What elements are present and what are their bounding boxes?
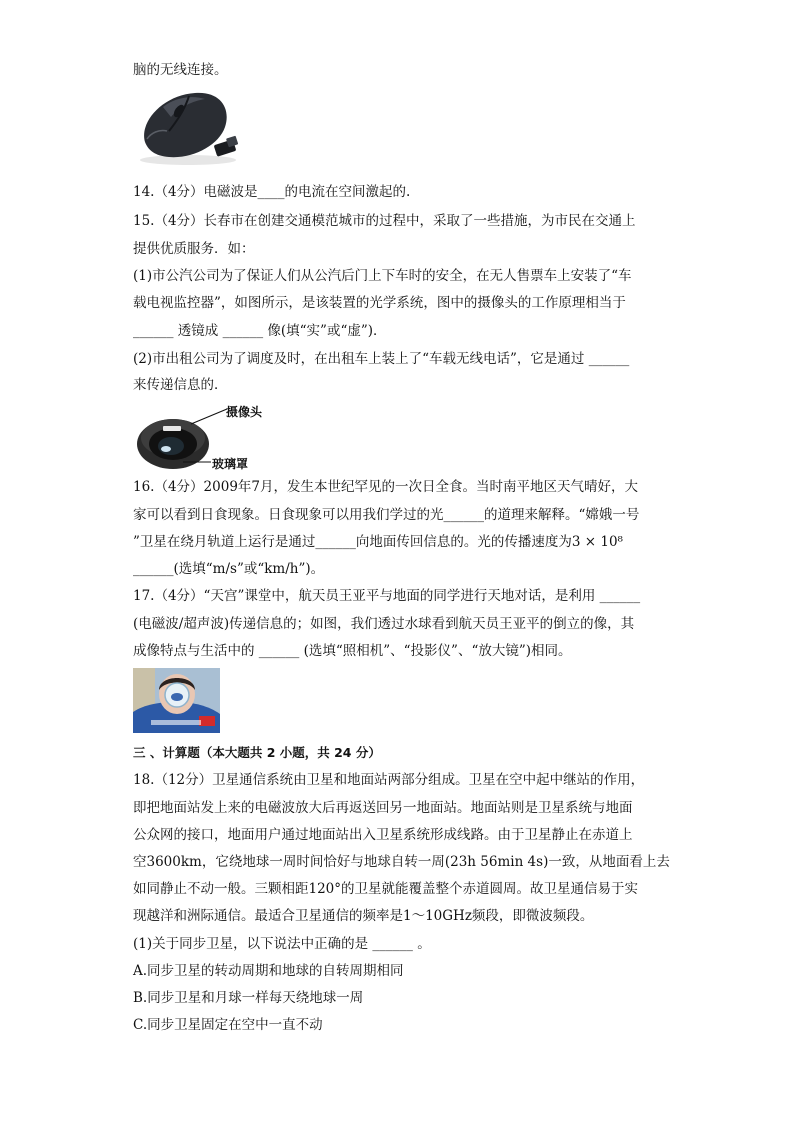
option-a: A.同步卫星的转动周期和地球的自转周期相同 [133, 963, 404, 979]
text-line: 提供优质服务．如： [133, 241, 255, 257]
option-c: C.同步卫星固定在空中一直不动 [133, 1017, 323, 1033]
question-14: 14.（4分）电磁波是____的电流在空间激起的. [133, 184, 411, 200]
astronaut-water-ball-photo [133, 668, 220, 733]
option-b: B.同步卫星和月球一样每天绕地球一周 [133, 990, 364, 1006]
text-line: 成像特点与生活中的 ______ (选填“照相机”、“投影仪”、“放大镜”)相同。 [133, 643, 572, 659]
text-line: ______ 透镜成 ______ 像(填“实”或“虚”)． [133, 323, 387, 339]
text-line: 来传递信息的． [133, 377, 228, 393]
text-line: (1)市公汽公司为了保证人们从公汽后门上下车时的安全，在无人售票车上安装了“车 [133, 268, 632, 284]
text-line: 家可以看到日食现象。日食现象可以用我们学过的光______的道理来解释。“嫦娥一号 [133, 507, 640, 523]
text-line: 脑的无线连接。 [133, 62, 228, 78]
text-line: (2)市出租公司为了调度及时，在出租车上装上了“车载无线电话”，它是通过 ______ [133, 351, 630, 367]
text-line: 如同静止不动一般。三颗相距120°的卫星就能覆盖整个赤道圆周。故卫星通信易于实 [133, 881, 639, 897]
question-16: 16.（4分）2009年7月，发生本世纪罕见的一次日全食。当时南平地区天气晴好，大 [133, 479, 639, 495]
text-line: 公众网的接口，地面用户通过地面站出入卫星系统形成线路。由于卫星静止在赤道上 [133, 827, 633, 843]
text-line: (1)关于同步卫星，以下说法中正确的是 ______ 。 [133, 936, 431, 952]
wireless-mouse-image [133, 87, 243, 167]
text-line: 现越洋和洲际通信。最适合卫星通信的频率是1～10GHz频段，即微波频段。 [133, 908, 594, 924]
question-17: 17.（4分）“天宫”课堂中，航天员王亚平与地面的同学进行天地对话，是利用 ______ [133, 588, 641, 604]
text-line: ______(选填“m/s”或“km/h”)。 [133, 561, 325, 577]
question-18: 18.（12分）卫星通信系统由卫星和地面站两部分组成。卫星在空中起中继站的作用， [133, 772, 645, 788]
text-line: (电磁波/超声波)传递信息的；如图，我们透过水球看到航天员王亚平的倒立的像，其 [133, 616, 635, 632]
glass-cover-label: 玻璃罩 [212, 457, 249, 471]
section-heading: 三 、计算题（本大题共 2 小题，共 24 分） [133, 745, 381, 760]
text-line: ”卫星在绕月轨道上运行是通过______向地面传回信息的。光的传播速度为3 × 10⁸ [133, 534, 623, 550]
text-line: 载电视监控器”，如图所示，是该装置的光学系统，图中的摄像头的工作原理相当于 [133, 295, 626, 311]
text-line: 即把地面站发上来的电磁波放大后再返送回另一地面站。地面站则是卫星系统与地面 [133, 800, 633, 816]
question-15: 15.（4分）长春市在创建交通模范城市的过程中，采取了一些措施，为市民在交通上 [133, 213, 636, 229]
text-line: 空3600km，它绕地球一周时间恰好与地球自转一周(23h 56min 4s)一致，从地面看上去 [133, 854, 670, 870]
camera-label: 摄像头 [226, 405, 263, 419]
